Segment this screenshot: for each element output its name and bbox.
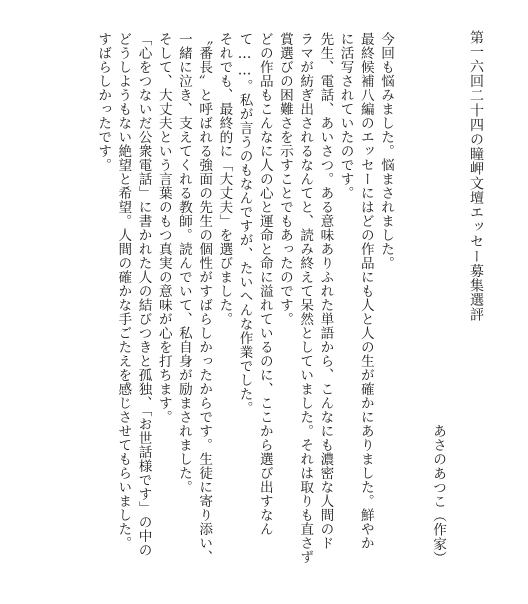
body-line: 〝番長〟と呼ばれる強面の先生の個性がすばらしかったからです。生徒に寄り添い、 [196,32,213,564]
body-line: 賞選びの困難さを示すことでもあったのです。 [276,32,293,326]
body-line: 今回も悩みました。悩まされました。 [378,32,394,270]
body-line: 「心をつないだ公衆電話」に書かれた人の結びつきと孤独、「お世話様です」の中の [135,32,152,558]
body-line: て……。私が言うのもなんですが、たいへんな作業でした。 [236,32,253,415]
document-title: 第一六回二十四の瞳岬文壇エッセー募集選評 [468,30,484,322]
body-line: 最終候補八編のエッセーにはどの作品にも人と人の生が確かにありました。鮮やか [357,32,374,550]
body-line: 一緒に泣き、支えてくれる教師。読んでいて、私自身が励まされました。 [175,32,192,494]
body-line: に活写されていたのです。 [337,32,354,200]
body-line: どの作品もこんなに人の心と運命と命に溢れているのに、ここから選び出すなん [256,32,273,536]
body-line: どうしようもない絶望と希望。人間の確かな手ごたえを感じさせてもらいました。 [115,32,132,550]
essay-body [0,32,396,592]
body-line: それでも、最終的に「大丈夫」を選びました。 [216,32,233,326]
body-line: ラマが紡ぎ出されるなんてと、読み終えて呆然としていました。それは取りも直さず [297,32,314,564]
body-line: すばらしかったです。 [95,32,112,172]
author-byline: あさのあつこ（作家） [430,424,446,565]
body-line: 先生、電話、あいさつ。ある意味ありふれた単語から、こんなにも濃密な人間のド [317,32,334,550]
body-line: そして、大丈夫という言葉のもつ真実の意味が心を打ちます。 [155,32,172,424]
